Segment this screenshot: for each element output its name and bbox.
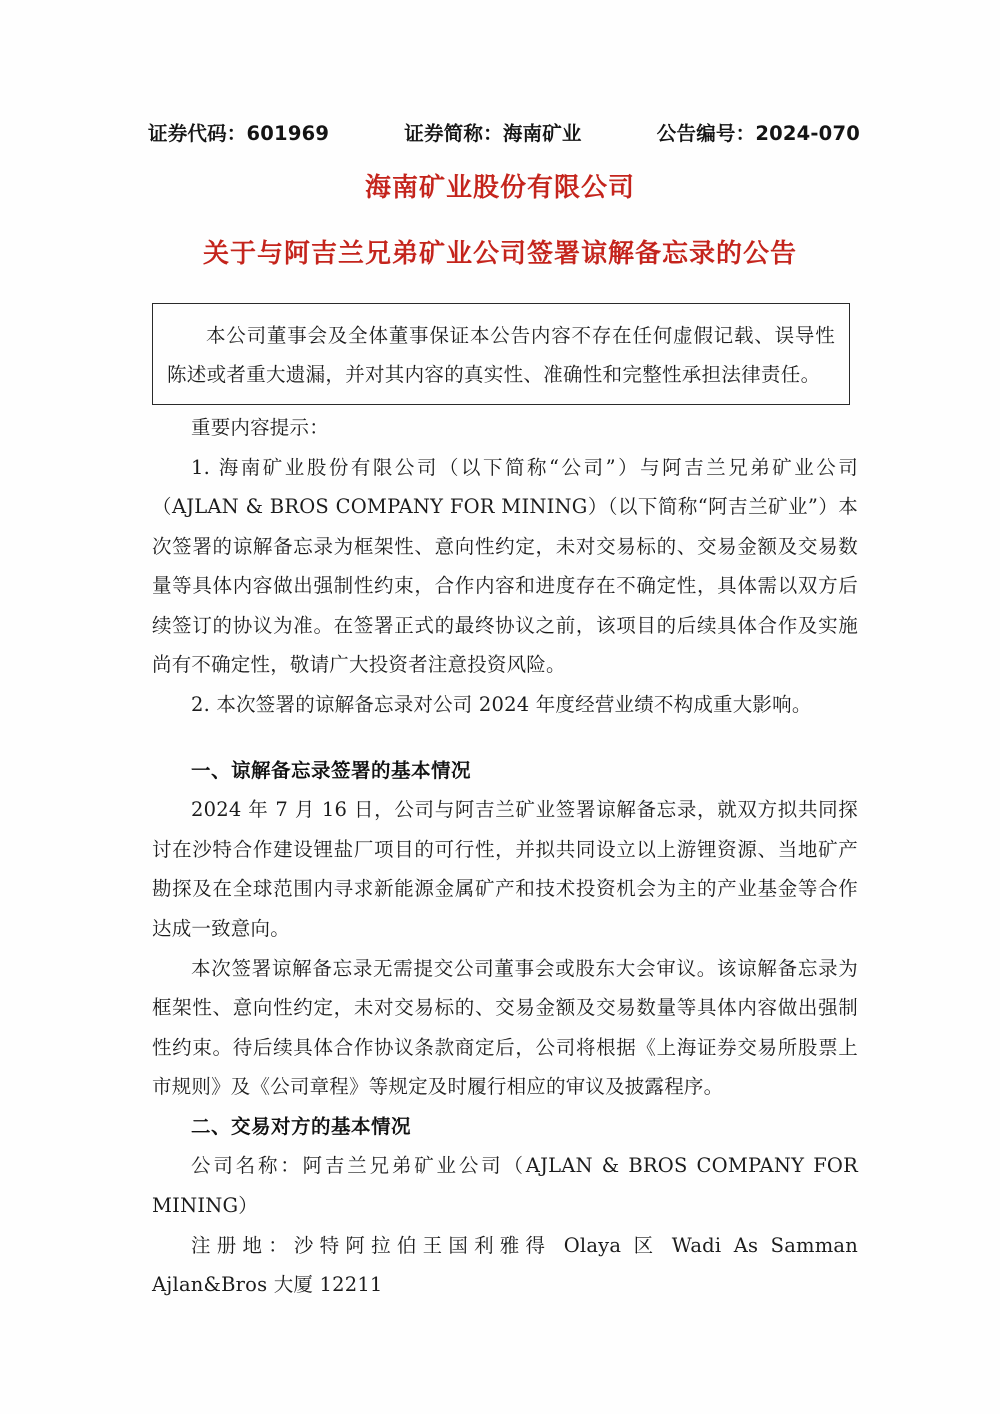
title-block bbox=[0, 170, 1000, 273]
section-2-paragraph-1: 公司名称：阿吉兰兄弟矿业公司（AJLAN & BROS COMPANY FOR MINING） bbox=[152, 1154, 858, 1217]
security-code-value: 601969 bbox=[246, 122, 330, 145]
announcement-number-label: 公告编号： bbox=[656, 122, 756, 145]
section-1-paragraph-1: 2024 年 7 月 16 日，公司与阿吉兰矿业签署谅解备忘录，就双方拟共同探讨在沙特合作建设锂盐厂项目的可行性，并拟共同设立以上游锂资源、当地矿产勘探及在全球范围内寻求新能源金属矿产和技术投资机会为主的产业基金等合作达成一致意向。 bbox=[152, 798, 858, 940]
document-body bbox=[152, 408, 858, 1305]
section-1-paragraph-2: 本次签署谅解备忘录无需提交公司董事会或股东大会审议。该谅解备忘录为框架性、意向性约定，未对交易标的、交易金额及交易数量等具体内容做出强制性约束。待后续具体合作协议条款商定后，公司将根据《上海证券交易所股票上市规则》及《公司章程》等规定及时履行相应的审议及披露程序。 bbox=[152, 956, 858, 1099]
section-heading-2: 二、交易对方的基本情况 bbox=[191, 1114, 412, 1138]
security-name-value: 海南矿业 bbox=[502, 122, 582, 145]
notice-item-1: 1. 海南矿业股份有限公司（以下简称“公司”）与阿吉兰兄弟矿业公司（AJLAN & BROS COMPANY FOR MINING）（以下简称“阿吉兰矿业”）本次签署的谅解备忘录为框架性、意向性约定，未对交易标的、交易金额及交易数量等具体内容做出强制性约束，合作内容和进度存在不确定性，具体需以双方后续签订的协议为准。在签署正式的最终协议之前，该项目的后续具体合作及实施尚有不确定性，敬请广大投资者注意投资风险。 bbox=[152, 455, 858, 677]
announcement-subject-title: 关于与阿吉兰兄弟矿业公司签署谅解备忘录的公告 bbox=[202, 238, 797, 269]
announcement-number-value: 2024-070 bbox=[755, 122, 860, 145]
section-heading-1: 一、谅解备忘录签署的基本情况 bbox=[191, 758, 472, 782]
disclaimer-text: 本公司董事会及全体董事保证本公告内容不存在任何虚假记载、误导性陈述或者重大遗漏，并对其内容的真实性、准确性和完整性承担法律责任。 bbox=[167, 324, 835, 386]
security-name bbox=[404, 118, 581, 146]
important-notice-label: 重要内容提示： bbox=[191, 416, 329, 439]
notice-item-2: 2. 本次签署的谅解备忘录对公司 2024 年度经营业绩不构成重大影响。 bbox=[191, 693, 812, 717]
section-spacer bbox=[152, 725, 858, 751]
document-header bbox=[148, 118, 860, 146]
security-code bbox=[148, 118, 329, 146]
section-2-paragraph-2: 注册地：沙特阿拉伯王国利雅得 Olaya 区 Wadi As Samman Ajlan&Bros 大厦 12211 bbox=[152, 1233, 858, 1297]
announcement-number bbox=[657, 118, 860, 146]
disclaimer-box bbox=[152, 303, 850, 405]
company-title: 海南矿业股份有限公司 bbox=[364, 173, 635, 203]
security-name-label: 证券简称： bbox=[404, 122, 503, 145]
security-code-label: 证券代码： bbox=[148, 122, 247, 145]
